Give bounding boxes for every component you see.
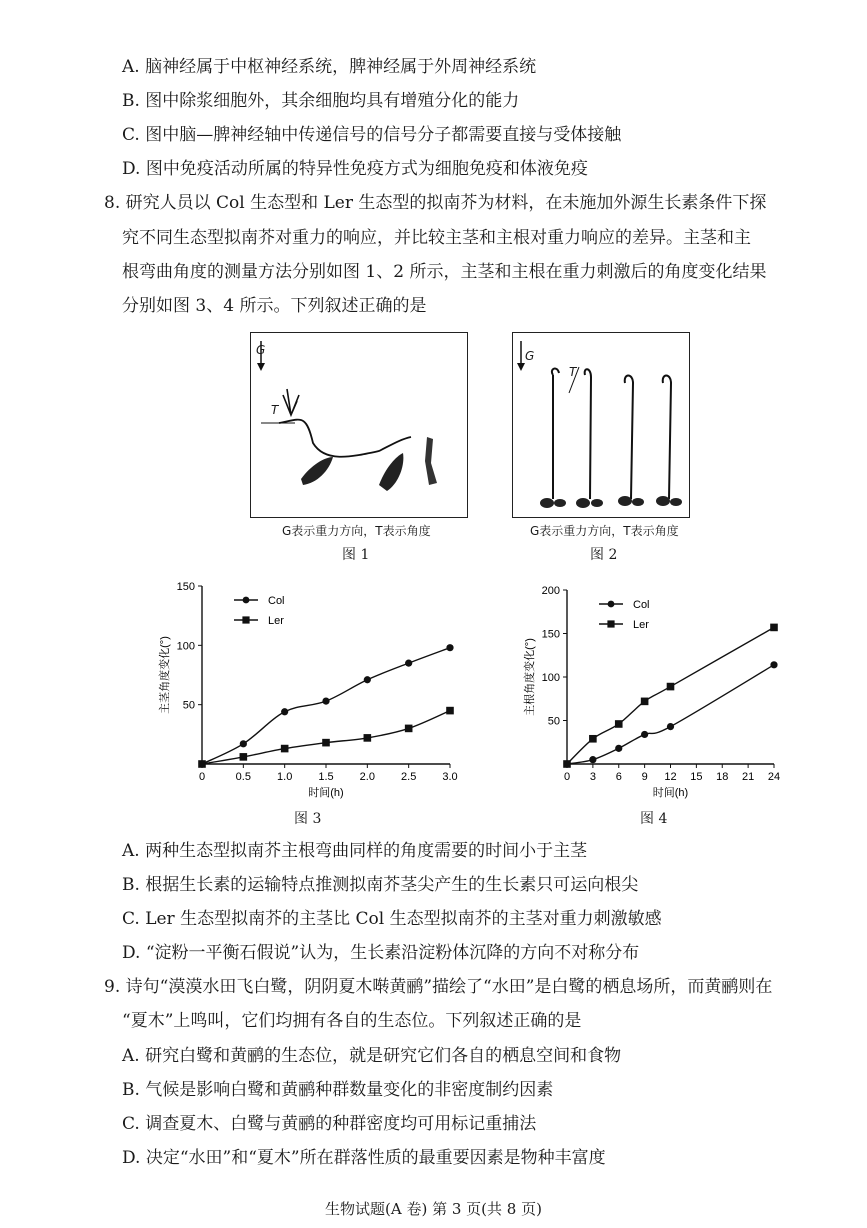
x-tick-label: 6 bbox=[615, 771, 622, 783]
figure-1-photo bbox=[250, 332, 468, 518]
legend-label: Ler bbox=[633, 619, 649, 631]
legend-marker bbox=[608, 601, 615, 608]
q9-option-a: A. 研究白鹭和黄鹂的生态位，就是研究它们各自的栖息空间和食物 bbox=[122, 1046, 622, 1066]
data-point-ler bbox=[198, 760, 206, 768]
q7-option-c: C. 图中脑—脾神经轴中传递信号的信号分子都需要直接与受体接触 bbox=[122, 125, 622, 145]
y-tick-label: 150 bbox=[176, 581, 195, 593]
q7-option-d: D. 图中免疫活动所属的特异性免疫方式为细胞免疫和体液免疫 bbox=[122, 159, 588, 179]
legend-label: Ler bbox=[268, 615, 284, 627]
data-point-ler bbox=[563, 760, 571, 768]
y-tick-label: 100 bbox=[541, 672, 560, 684]
x-tick-label: 15 bbox=[690, 771, 703, 783]
q9-option-d: D. 决定“水田”和“夏木”所在群落性质的最重要因素是物种丰富度 bbox=[122, 1148, 606, 1168]
x-tick-label: 12 bbox=[664, 771, 677, 783]
page-footer: 生物试题(A 卷) 第 3 页(共 8 页) bbox=[325, 1200, 542, 1218]
x-tick-label: 2.5 bbox=[401, 771, 417, 783]
x-tick-label: 9 bbox=[641, 771, 648, 783]
x-tick-label: 18 bbox=[716, 771, 729, 783]
q9-option-c: C. 调查夏木、白鹭与黄鹂的种群密度均可用标记重捕法 bbox=[122, 1114, 537, 1134]
series-line-col bbox=[202, 648, 450, 764]
figure-3-chart bbox=[150, 574, 480, 806]
q7-option-b: B. 图中除浆细胞外，其余细胞均具有增殖分化的能力 bbox=[122, 91, 520, 111]
figure-3-label: 图 3 bbox=[294, 811, 322, 827]
data-point-col bbox=[322, 698, 329, 705]
x-tick-label: 0.5 bbox=[235, 771, 251, 783]
y-tick-label: 50 bbox=[182, 699, 195, 712]
data-point-ler bbox=[281, 745, 289, 753]
data-point-col bbox=[281, 708, 288, 715]
data-point-ler bbox=[240, 753, 248, 761]
figure-1-gravity-label: G bbox=[256, 343, 266, 357]
y-tick-label: 200 bbox=[541, 585, 560, 597]
data-point-ler bbox=[667, 683, 675, 691]
figure-4-label: 图 4 bbox=[640, 811, 668, 827]
y-tick-label: 150 bbox=[541, 628, 560, 641]
x-axis-label: 时间(h) bbox=[652, 787, 689, 799]
legend-label: Col bbox=[268, 595, 285, 607]
legend-marker bbox=[243, 597, 250, 604]
y-axis-label: 主茎角度变化(°) bbox=[159, 636, 171, 714]
legend-marker bbox=[242, 616, 249, 623]
q8-stem-line-1: 8. 研究人员以 Col 生态型和 Ler 生态型的拟南芥为材料，在未施加外源生长素条件下探 bbox=[104, 193, 767, 213]
figure-2-photo bbox=[512, 332, 690, 518]
figure-1-caption: G表示重力方向，T表示角度 bbox=[282, 524, 431, 538]
data-point-ler bbox=[770, 624, 778, 632]
figure-1-angle-label: T bbox=[271, 403, 279, 417]
series-line-ler bbox=[567, 627, 774, 764]
x-axis-label: 时间(h) bbox=[308, 787, 344, 799]
data-point-col bbox=[770, 661, 777, 668]
x-tick-label: 0 bbox=[198, 771, 206, 783]
q8-stem-line-3: 根弯曲角度的测量方法分别如图 1、2 所示，主茎和主根在重力刺激后的角度变化结果 bbox=[122, 262, 767, 282]
q8-stem-line-4: 分别如图 3、4 所示。下列叙述正确的是 bbox=[122, 296, 427, 316]
q9-stem-line-2: “夏木”上鸣叫，它们均拥有各自的生态位。下列叙述正确的是 bbox=[122, 1011, 582, 1031]
data-point-col bbox=[446, 644, 453, 651]
y-axis-label: 主根角度变化(°) bbox=[524, 638, 536, 716]
data-point-col bbox=[641, 731, 648, 738]
series-line-col bbox=[567, 665, 774, 764]
data-point-ler bbox=[589, 735, 597, 743]
seedling-stem-drawing bbox=[251, 333, 466, 516]
x-tick-label: 1.0 bbox=[277, 771, 293, 783]
x-tick-label: 1.5 bbox=[318, 771, 334, 783]
data-point-col bbox=[405, 660, 412, 667]
y-tick-label: 50 bbox=[547, 715, 560, 728]
q8-stem-line-2: 究不同生态型拟南芥对重力的响应，并比较主茎和主根对重力响应的差异。主茎和主 bbox=[122, 228, 751, 248]
figure-4-chart bbox=[512, 574, 802, 806]
figure-2-caption: G表示重力方向，T表示角度 bbox=[530, 524, 679, 538]
legend-label: Col bbox=[633, 599, 650, 611]
q8-option-a: A. 两种生态型拟南芥主根弯曲同样的角度需要的时间小于主茎 bbox=[122, 841, 588, 861]
q8-option-c: C. Ler 生态型拟南芥的主茎比 Col 生态型拟南芥的主茎对重力刺激敏感 bbox=[122, 909, 662, 929]
data-point-ler bbox=[364, 734, 372, 742]
q9-option-b: B. 气候是影响白鹭和黄鹂种群数量变化的非密度制约因素 bbox=[122, 1080, 554, 1100]
figure-2-gravity-label: G bbox=[525, 349, 535, 363]
data-point-col bbox=[364, 676, 371, 683]
x-tick-label: 21 bbox=[742, 771, 755, 783]
data-point-col bbox=[589, 756, 596, 763]
data-point-ler bbox=[405, 725, 413, 733]
figure-2-angle-label: T bbox=[569, 365, 577, 379]
data-point-ler bbox=[615, 720, 623, 728]
data-point-ler bbox=[446, 707, 454, 715]
y-tick-label: 100 bbox=[176, 640, 195, 653]
x-tick-label: 3 bbox=[589, 771, 596, 783]
seedling-root-drawing bbox=[513, 333, 688, 516]
x-tick-label: 2.0 bbox=[359, 771, 375, 783]
q9-stem-line-1: 9. 诗句“漠漠水田飞白鹭，阴阴夏木啭黄鹂”描绘了“水田”是白鹭的栖息场所，而黄鹂则在 bbox=[104, 977, 773, 997]
data-point-col bbox=[240, 740, 247, 747]
data-point-ler bbox=[322, 739, 330, 747]
data-point-col bbox=[667, 723, 674, 730]
q8-option-b: B. 根据生长素的运输特点推测拟南芥茎尖产生的生长素只可运向根尖 bbox=[122, 875, 639, 895]
q7-option-a: A. 脑神经属于中枢神经系统，脾神经属于外周神经系统 bbox=[122, 57, 537, 77]
x-tick-label: 3.0 bbox=[442, 771, 458, 783]
data-point-col bbox=[615, 745, 622, 752]
figure-1-label: 图 1 bbox=[342, 547, 370, 563]
x-tick-label: 0 bbox=[563, 771, 571, 783]
legend-marker bbox=[607, 620, 614, 627]
figure-2-label: 图 2 bbox=[590, 547, 618, 563]
series-line-ler bbox=[202, 711, 450, 764]
data-point-ler bbox=[641, 698, 649, 706]
x-tick-label: 24 bbox=[767, 771, 781, 783]
q8-option-d: D. “淀粉一平衡石假说”认为，生长素沿淀粉体沉降的方向不对称分布 bbox=[122, 943, 640, 963]
